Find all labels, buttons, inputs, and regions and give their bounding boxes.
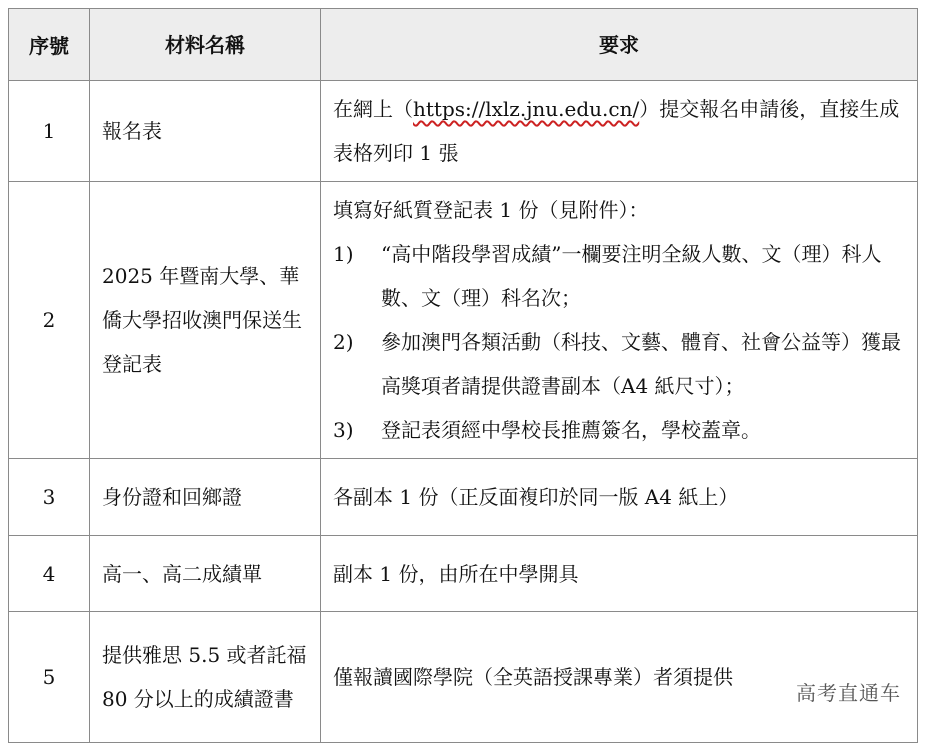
row-number: 5 <box>9 612 90 743</box>
requirement-text: 在網上（ <box>333 97 413 121</box>
requirement-text: ）提交報名申請後，直接生成表格列印 1 張 <box>333 97 900 165</box>
requirement-intro: 填寫好紙質登記表 1 份（見附件）： <box>333 198 649 222</box>
list-item-number: 1) <box>333 242 354 266</box>
list-item <box>333 320 907 408</box>
list-item <box>333 232 907 320</box>
header-seq: 序號 <box>9 9 90 81</box>
table-row <box>9 612 918 743</box>
table-row <box>9 536 918 612</box>
header-material-name: 材料名稱 <box>90 9 321 81</box>
list-item-text: “高中階段學習成績”一欄要注明全級人數、文（理）科人數、文（理）科名次； <box>381 242 882 310</box>
material-name: 2025 年暨南大學、華僑大學招收澳門保送生登記表 <box>90 182 321 459</box>
table-row <box>9 459 918 536</box>
requirement: 副本 1 份，由所在中學開具 <box>321 536 918 612</box>
table-row <box>9 182 918 459</box>
row-number: 2 <box>9 182 90 459</box>
requirement <box>321 81 918 182</box>
materials-table <box>8 8 918 743</box>
table-header-row <box>9 9 918 81</box>
list-item-number: 2) <box>333 330 354 354</box>
requirement: 各副本 1 份（正反面複印於同一版 A4 紙上） <box>321 459 918 536</box>
list-item-text: 參加澳門各類活動（科技、文藝、體育、社會公益等）獲最高獎項者請提供證書副本（A4 紙尺寸）； <box>381 330 901 398</box>
list-item-number: 3) <box>333 418 354 442</box>
watermark: 高考直通车 <box>796 681 901 705</box>
row-number: 4 <box>9 536 90 612</box>
registration-url-link[interactable]: https://lxlz.jnu.edu.cn/ <box>413 97 640 121</box>
requirement <box>321 182 918 459</box>
requirement: 僅報讀國際學院（全英語授課專業）者須提供 <box>321 612 918 743</box>
material-name: 身份證和回鄉證 <box>90 459 321 536</box>
row-number: 3 <box>9 459 90 536</box>
table-row <box>9 81 918 182</box>
row-number: 1 <box>9 81 90 182</box>
material-name: 報名表 <box>90 81 321 182</box>
list-item-text: 登記表須經中學校長推薦簽名，學校蓋章。 <box>381 418 761 442</box>
header-requirement: 要求 <box>321 9 918 81</box>
material-name: 提供雅思 5.5 或者託福 80 分以上的成績證書 <box>90 612 321 743</box>
material-name: 高一、高二成績單 <box>90 536 321 612</box>
list-item <box>333 408 907 452</box>
